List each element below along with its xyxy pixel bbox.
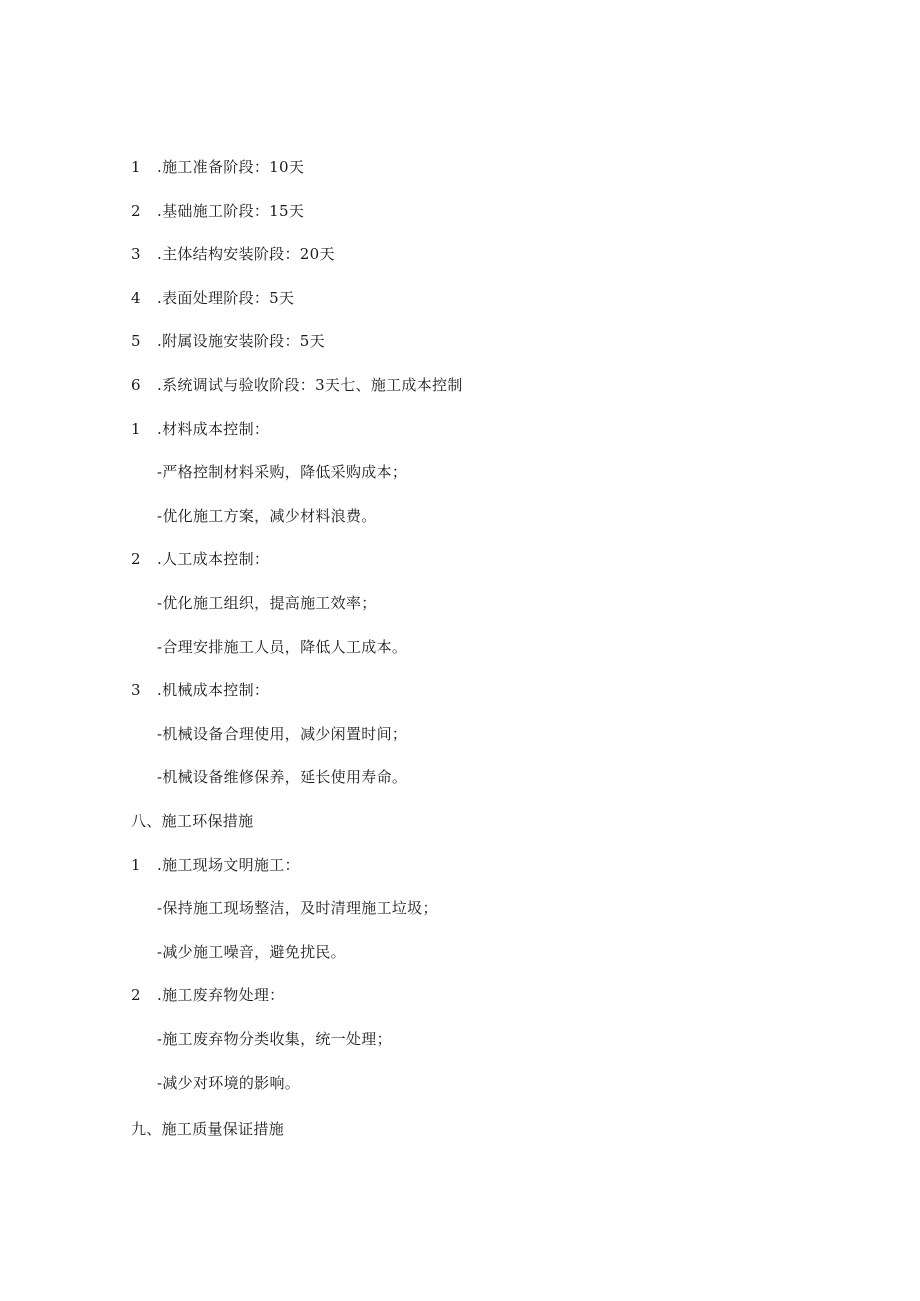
section-heading: 八、施工环保措施 — [131, 812, 254, 830]
item-text: .施工准备阶段：10天 — [157, 158, 305, 176]
item-number: 1 — [131, 856, 141, 874]
item-text: .主体结构安装阶段：20天 — [157, 245, 335, 263]
subsection-heading — [131, 419, 269, 439]
item-number: 3 — [131, 245, 141, 263]
item-text: .机械成本控制： — [157, 681, 270, 699]
bullet-item: -机械设备维修保养，延长使用寿命。 — [157, 768, 408, 786]
item-text: .系统调试与验收阶段：3天七、施工成本控制 — [157, 376, 463, 394]
item-text: .表面处理阶段：5天 — [157, 289, 295, 307]
subsection-heading — [131, 855, 300, 875]
item-text: .人工成本控制： — [157, 550, 270, 568]
item-number: 2 — [131, 202, 141, 220]
item-number: 3 — [131, 681, 141, 699]
subsection-heading — [131, 680, 269, 700]
bullet-item: -优化施工组织，提高施工效率； — [157, 594, 377, 612]
item-text: .基础施工阶段：15天 — [157, 202, 305, 220]
bullet-item: -合理安排施工人员，降低人工成本。 — [157, 638, 408, 656]
item-number: 2 — [131, 550, 141, 568]
item-text: .材料成本控制： — [157, 420, 270, 438]
bullet-item: -减少施工噪音，避免扰民。 — [157, 943, 346, 961]
schedule-item — [131, 157, 304, 177]
item-number: 5 — [131, 332, 141, 350]
schedule-item — [131, 288, 294, 308]
item-number: 6 — [131, 376, 141, 394]
bullet-item: -机械设备合理使用，减少闲置时间； — [157, 725, 408, 743]
bullet-item: -保持施工现场整洁，及时清理施工垃圾； — [157, 899, 438, 917]
item-number: 1 — [131, 420, 141, 438]
item-text: .施工现场文明施工： — [157, 856, 300, 874]
schedule-item — [131, 331, 325, 351]
schedule-item — [131, 375, 463, 395]
item-number: 2 — [131, 986, 141, 1004]
schedule-item — [131, 201, 304, 221]
item-text: .施工废弃物处理： — [157, 986, 285, 1004]
subsection-heading — [131, 549, 269, 569]
item-number: 4 — [131, 289, 141, 307]
subsection-heading — [131, 985, 284, 1005]
bullet-item: -优化施工方案，减少材料浪费。 — [157, 507, 377, 525]
item-number: 1 — [131, 158, 141, 176]
schedule-item — [131, 244, 335, 264]
bullet-item: -严格控制材料采购，降低采购成本； — [157, 463, 408, 481]
section-heading: 九、施工质量保证措施 — [131, 1120, 285, 1138]
bullet-item: -施工废弃物分类收集，统一处理； — [157, 1030, 392, 1048]
item-text: .附属设施安装阶段：5天 — [157, 332, 325, 350]
bullet-item: -减少对环境的影响。 — [157, 1074, 301, 1092]
